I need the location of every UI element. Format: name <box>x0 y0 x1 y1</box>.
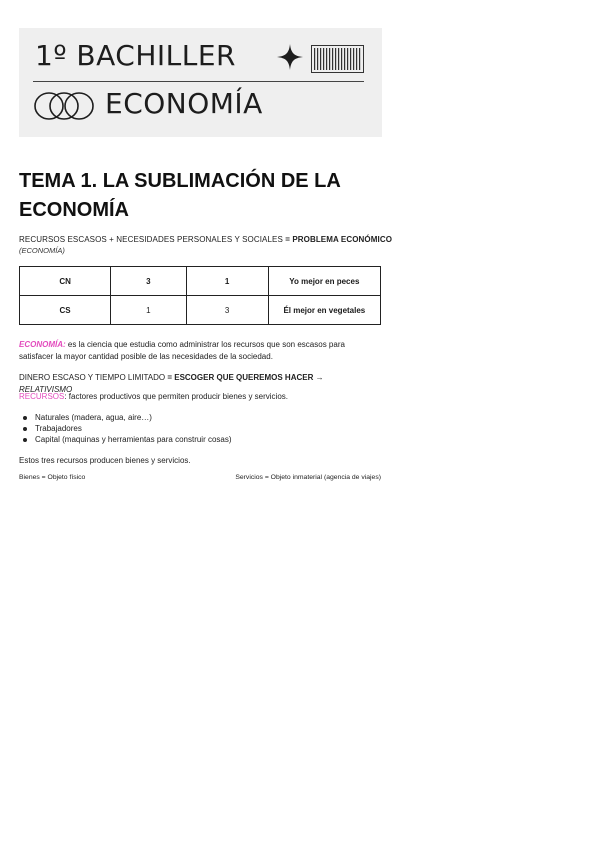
economic-problem-formula <box>19 235 392 244</box>
table-cell: 3 <box>111 267 186 296</box>
bienes-note: Bienes = Objeto físico <box>19 474 86 481</box>
resources-list <box>19 412 232 445</box>
table-cell: 1 <box>186 267 268 296</box>
header-divider <box>33 81 364 82</box>
recursos-term: RECURSOS <box>19 392 65 401</box>
table-row <box>20 267 381 296</box>
table-cell: 3 <box>186 296 268 325</box>
table-cell: Yo mejor en peces <box>268 267 380 296</box>
table-cell: CS <box>20 296 111 325</box>
recursos-text: : factores productivos que permiten producir bienes y servicios. <box>64 392 289 401</box>
barcode-icon <box>311 45 364 73</box>
economia-text: es la ciencia que estudia como administrar los recursos que son escasos para satisfacer la mayor cantidad posible de las necesidades de la sociedad. <box>19 340 345 361</box>
header-banner <box>19 28 382 137</box>
production-table <box>19 266 381 325</box>
subject-label: ECONOMÍA <box>105 87 263 120</box>
formula-note: (ECONOMÍA) <box>19 246 65 255</box>
servicios-note: Servicios = Objeto inmaterial (agencia de viajes) <box>235 474 381 481</box>
page-title: TEMA 1. LA SUBLIMACIÓN DE LA ECONOMÍA <box>19 170 341 221</box>
recursos-definition <box>19 391 369 403</box>
table-cell: Él mejor en vegetales <box>268 296 380 325</box>
list-item: Trabajadores <box>19 423 232 434</box>
rings-icon <box>33 90 95 122</box>
summary-text: Estos tres recursos producen bienes y servicios. <box>19 456 191 465</box>
table-cell: CN <box>20 267 111 296</box>
formula-equals: = <box>282 235 293 244</box>
course-label: 1º BACHILLER <box>35 39 236 72</box>
economia-term: ECONOMÍA: <box>19 340 66 349</box>
scarcity-result: RELATIVISMO <box>19 385 73 394</box>
scarcity-arrow: → <box>313 373 324 382</box>
list-item: Capital (maquinas y herramientas para construir cosas) <box>19 434 232 445</box>
scarcity-choice: ESCOGER QUE QUEREMOS HACER <box>174 373 314 382</box>
table-cell: 1 <box>111 296 186 325</box>
scarcity-lhs: DINERO ESCASO Y TIEMPO LIMITADO <box>19 373 166 382</box>
economia-definition <box>19 339 369 363</box>
sparkle-icon <box>277 44 303 70</box>
formula-lhs: RECURSOS ESCASOS + NECESIDADES PERSONALES Y SOCIALES <box>19 235 283 244</box>
list-item: Naturales (madera, agua, aire…) <box>19 412 232 423</box>
formula-rhs: PROBLEMA ECONÓMICO <box>292 235 393 244</box>
table-row <box>20 296 381 325</box>
scarcity-equals: = <box>165 373 175 382</box>
